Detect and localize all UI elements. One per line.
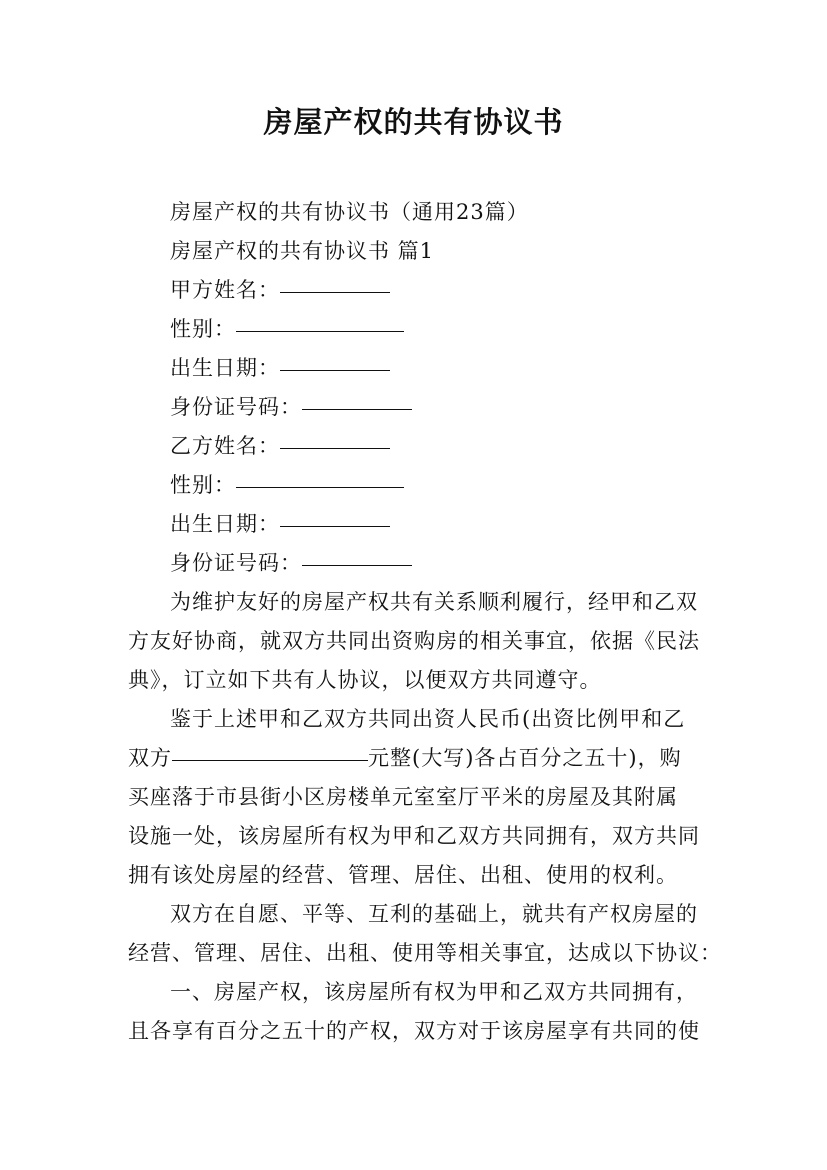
paragraph-4-line-2: 且各享有百分之五十的产权，双方对于该房屋享有共同的使: [128, 1019, 700, 1043]
paragraph-1-line-3: 典》，订立如下共有人协议，以便双方共同遵守。: [128, 668, 602, 692]
paragraph-2-line-2: [128, 739, 718, 777]
party-a-name-label: 甲方姓名：: [170, 278, 280, 302]
party-b-name-blank: [280, 447, 390, 449]
paragraph-4-line-1: 一、房屋产权，该房屋所有权为甲和乙双方共同拥有，: [170, 980, 698, 1004]
paragraph-1-line-2: 方友好协商，就双方共同出资购房的相关事宜，依据《民法: [128, 629, 700, 653]
section-heading: 房屋产权的共有协议书 篇1: [170, 239, 435, 263]
party-b-gender-field: [170, 466, 760, 504]
party-a-id-label: 身份证号码：: [170, 395, 302, 419]
document-title: 房屋产权的共有协议书: [263, 105, 564, 139]
party-a-id-blank: [302, 408, 412, 410]
document-subtitle: 房屋产权的共有协议书（通用23篇）: [170, 200, 529, 224]
party-a-birth-label: 出生日期：: [170, 356, 280, 380]
paragraph-2-line-4: 设施一处，该房屋所有权为甲和乙双方共同拥有，双方共同: [128, 824, 700, 848]
paragraph-2-line-2-start: 双方: [128, 746, 172, 770]
party-a-name-field: [170, 271, 760, 309]
party-a-id-field: [170, 388, 760, 426]
party-a-gender-blank: [236, 330, 404, 332]
party-a-birth-blank: [280, 369, 390, 371]
party-b-id-field: [170, 544, 760, 582]
party-b-id-label: 身份证号码：: [170, 551, 302, 575]
party-a-gender-field: [170, 310, 760, 348]
party-b-name-field: [170, 427, 760, 465]
party-b-birth-field: [170, 505, 760, 543]
paragraph-2-line-3: 买座落于市县街小区房楼单元室室厅平米的房屋及其附属: [128, 785, 678, 809]
paragraph-2-line-1: 鉴于上述甲和乙双方共同出资人民币(出资比例甲和乙: [170, 707, 686, 731]
paragraph-3-line-2: 经营、管理、居住、出租、使用等相关事宜，达成以下协议：: [128, 941, 722, 965]
party-b-name-label: 乙方姓名：: [170, 434, 280, 458]
party-a-birth-field: [170, 349, 760, 387]
paragraph-1-line-1: 为维护友好的房屋产权共有关系顺利履行，经甲和乙双: [170, 590, 698, 614]
party-b-birth-blank: [280, 525, 390, 527]
paragraph-2-line-5: 拥有该处房屋的经营、管理、居住、出租、使用的权利。: [128, 863, 678, 887]
paragraph-3-line-1: 双方在自愿、平等、互利的基础上，就共有产权房屋的: [170, 902, 698, 926]
party-a-name-blank: [280, 291, 390, 293]
party-a-gender-label: 性别：: [170, 317, 236, 341]
party-b-birth-label: 出生日期：: [170, 512, 280, 536]
party-b-gender-label: 性别：: [170, 473, 236, 497]
paragraph-2-line-2-end: 元整(大写)各占百分之五十)，购: [368, 746, 682, 770]
party-b-id-blank: [302, 564, 412, 566]
amount-blank: [172, 759, 368, 761]
party-b-gender-blank: [236, 486, 404, 488]
